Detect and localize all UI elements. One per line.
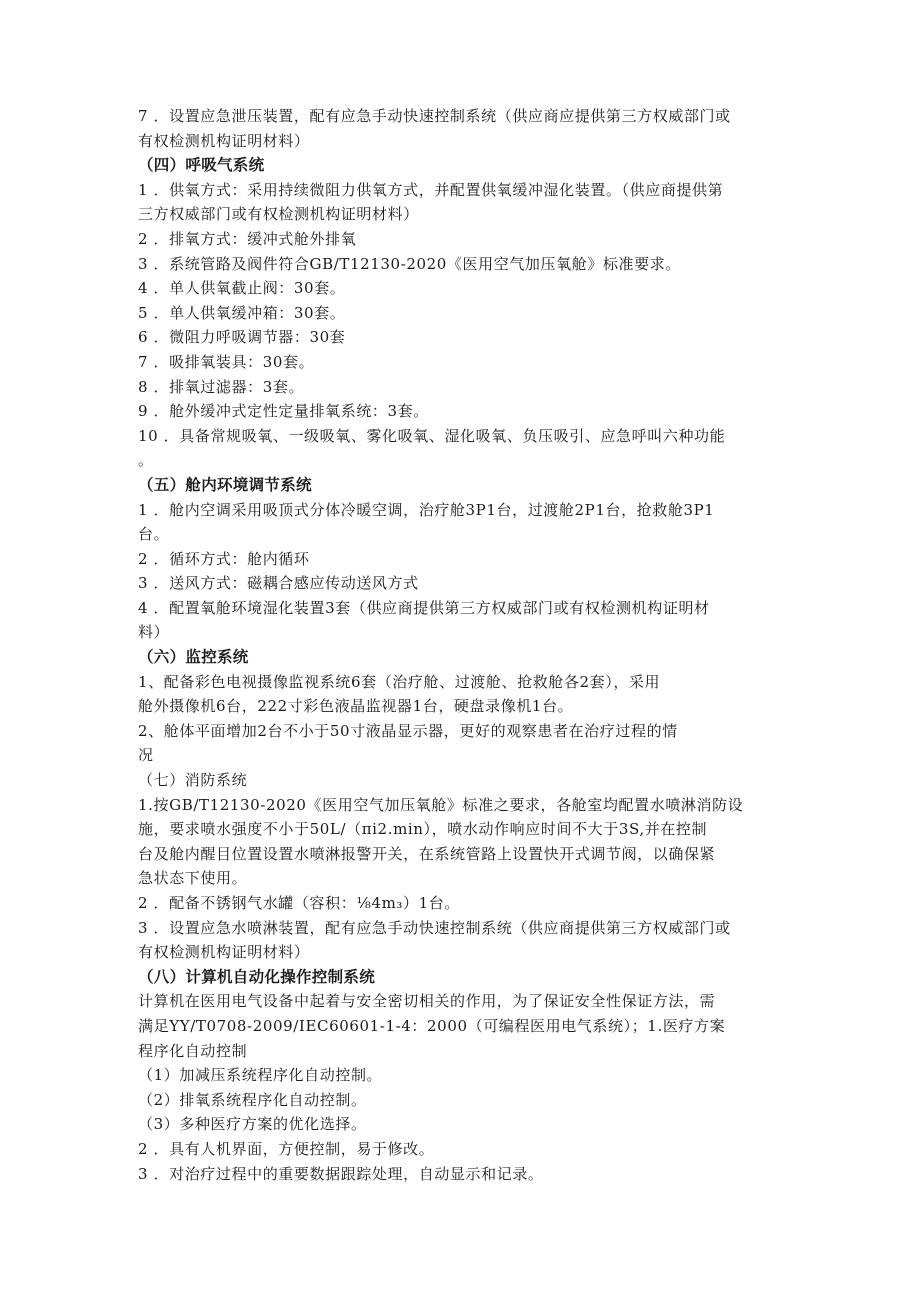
text-line: （2）排氧系统程序化自动控制。 [138,1090,367,1109]
text-line: 2 ．排氧方式：缓冲式舱外排氧 [138,229,357,248]
text-line: 2 ．配备不锈钢气水罐（容积：⅛4m₃）1台。 [138,894,460,912]
section-heading: （八）计算机自动化操作控制系统 [138,967,376,986]
text-line: 6 ．微阻力呼吸调节器：30套 [138,328,346,347]
text-line: 3 ．系统管路及阀件符合GB/T12130-2020《医用空气加压氧舱》标准要求。 [138,254,681,273]
text-line: （七）消防系统 [138,771,248,790]
text-line: 7 ．设置应急泄压装置，配有应急手动快速控制系统（供应商应提供第三方权威部门或 [138,107,731,125]
text-line: 台及舱内醒目位置设置水喷淋报警开关，在系统管路上设置快开式调节阀，以确保紧 [138,844,716,863]
text-line: 7 ．吸排氧装具：30套。 [138,352,315,371]
text-line: 台。 [138,525,170,544]
text-line: 满足YY/T0708-2009/IEC60601-1-4：2000（可编程医用电气系统）；1.医疗方案 [138,1016,726,1035]
text-line: 3 ．对治疗过程中的重要数据跟踪处理，自动显示和记录。 [138,1164,544,1183]
text-line: 急状态下使用。 [138,869,248,888]
section-heading: （五）舱内环境调节系统 [138,475,312,494]
text-line: 程序化自动控制 [138,1041,248,1060]
section-heading: （四）呼吸气系统 [138,156,265,175]
document-body [138,104,788,1186]
text-line: 料） [138,623,170,642]
text-line: 1、配备彩色电视摄像监视系统6套（治疗舱、过渡舱、抢救舱各2套），采用 [138,672,661,691]
text-line: 4 ．单人供氧截止阀：30套。 [138,279,346,298]
text-line: 1.按GB/T12130-2020《医用空气加压氧舱》标准之要求，各舱室均配置水喷淋消防设 [138,795,744,814]
section-heading: （六）监控系统 [138,648,249,667]
text-line: 有权检测机构证明材料） [138,131,310,150]
text-line: （1）加减压系统程序化自动控制。 [138,1066,383,1085]
text-line: 施，要求喷水强度不小于50L/（πi2.min），喷水动作响应时间不大于3S,并在控制 [138,820,708,839]
text-line: 9 ．舱外缓冲式定性定量排氧系统：3套。 [138,402,429,421]
text-line: 计算机在医用电气设备中起着与安全密切相关的作用，为了保证安全性保证方法，需 [138,992,716,1011]
text-line: 3 ．送风方式：磁耦合感应传动送风方式 [138,574,419,593]
text-line: 2 ．循环方式：舱内循环 [138,549,310,568]
text-line: 有权检测机构证明材料） [138,943,310,962]
text-line: （3）多种医疗方案的优化选择。 [138,1115,367,1134]
text-line: 三方权威部门或有权检测机构证明材料） [138,205,419,224]
text-line: 1 ．供氧方式：采用持续微阻力供氧方式，并配置供氧缓冲湿化装置。（供应商提供第 [138,180,724,199]
text-line: 。 [138,451,154,470]
text-line: 2 ．具有人机界面，方便控制，易于修改。 [138,1139,435,1158]
text-line: 5 ．单人供氧缓冲箱：30套。 [138,303,346,322]
text-line: 3 ．设置应急水喷淋装置，配有应急手动快速控制系统（供应商提供第三方权威部门或 [138,918,731,937]
text-line: 10 ．具备常规吸氧、一级吸氧、雾化吸氧、湿化吸氧、负压吸引、应急呼叫六种功能 [138,426,726,445]
text-line: 2、舱体平面增加2台不小于50寸液晶显示器，更好的观察患者在治疗过程的情 [138,721,678,740]
text-line: 8 ．排氧过滤器：3套。 [138,377,305,396]
text-line: 4 ．配置氧舱环境湿化装置3套（供应商提供第三方权威部门或有权检测机构证明材 [138,598,710,617]
text-line: 舱外摄像机6台，222寸彩色液晶监视器1台，硬盘录像机1台。 [138,697,574,716]
text-line: 1 ．舱内空调采用吸顶式分体冷暖空调，治疗舱3P1台，过渡舱2P1台，抢救舱3P1 [138,500,715,519]
text-line: 况 [138,746,154,765]
